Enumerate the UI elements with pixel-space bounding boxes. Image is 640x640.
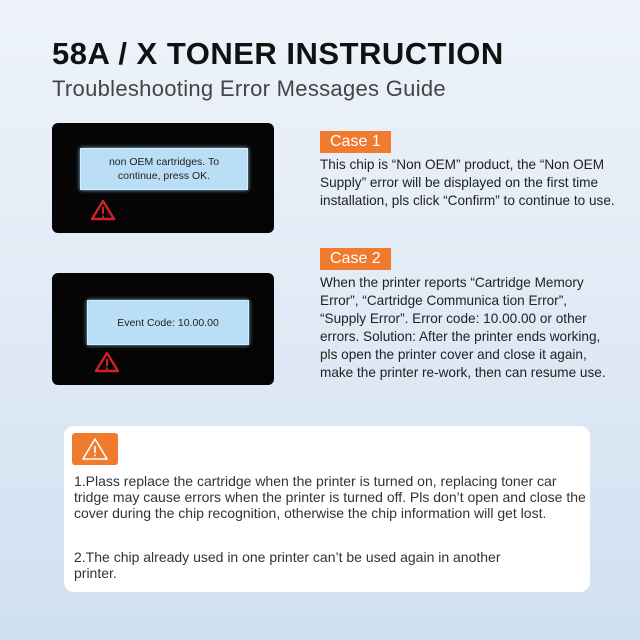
case-1-badge: Case 1: [320, 131, 391, 153]
note-1: 1.Plass replace the cartridge when the printer is turned on, replacing toner car tridge may cause errors when the printer is turned off. Pls don’t open and close the cover during the chip recognition, otherwise the chip information will get lost.: [74, 473, 586, 521]
lcd-message: Event Code: 10.00.00: [87, 300, 249, 345]
warning-badge: [72, 433, 118, 465]
printer-screen-case-2: [52, 273, 274, 385]
page-title: 58A / X TONER INSTRUCTION: [52, 36, 504, 71]
printer-screen-case-1: [52, 123, 274, 233]
warning-icon: [81, 437, 109, 461]
lcd-message: non OEM cartridges. To continue, press OK.: [80, 148, 248, 190]
case-2-description: When the printer reports “Cartridge Memory Error”, “Cartridge Communica tion Error”, “Supply Error”. Error code: 10.00.00 or other errors. Solution: After the printer ends working, pls open the printer cover and close it again, make the printer re-work, then can resume use.: [320, 275, 606, 380]
case-2-badge: Case 2: [320, 248, 391, 270]
note-2: 2.The chip already used in one printer can’t be used again in another printer.: [74, 549, 501, 581]
warning-triangle-icon: [90, 199, 116, 221]
notes-card: [64, 426, 590, 592]
page-subtitle: Troubleshooting Error Messages Guide: [52, 76, 446, 101]
warning-triangle-icon: [94, 351, 120, 373]
case-1-description: This chip is “Non OEM” product, the “Non OEM Supply” error will be displayed on the first time installation, pls click “Confirm” to continue to use.: [320, 157, 615, 208]
